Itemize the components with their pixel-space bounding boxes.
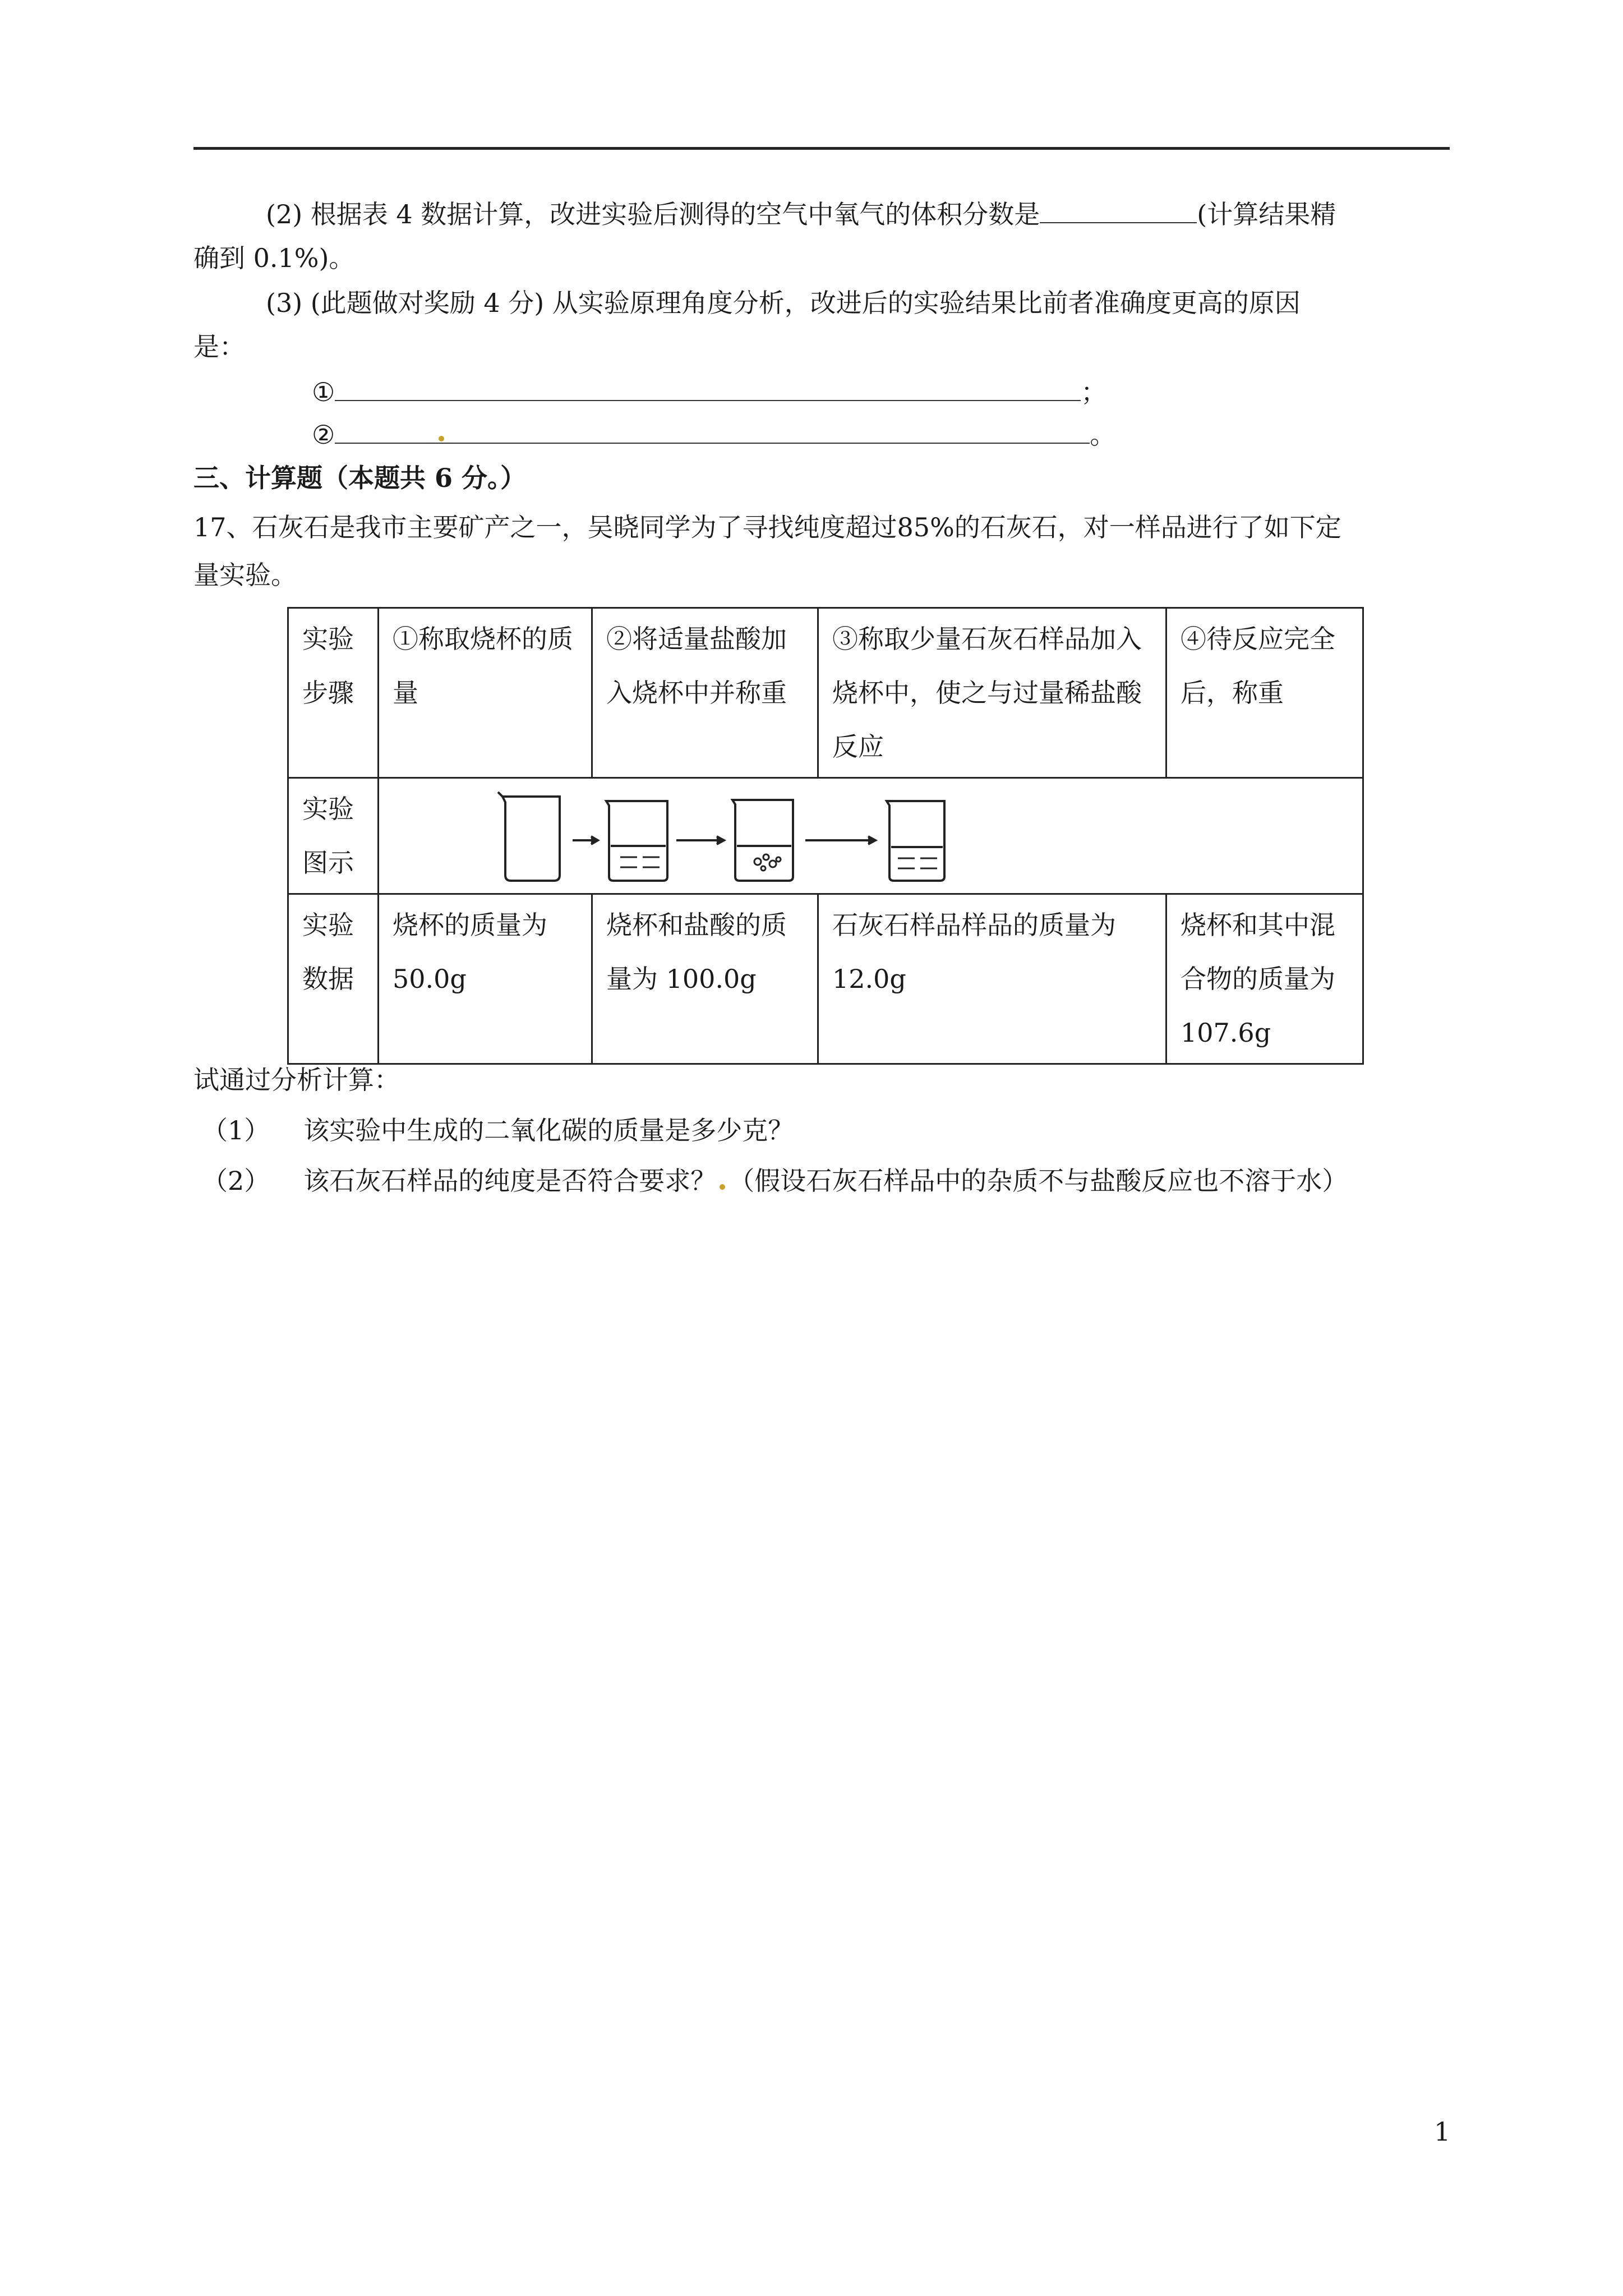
beaker-reaction-icon	[732, 800, 793, 881]
section-heading: 三、计算题（本题共 6 分。）	[193, 463, 527, 493]
q17-sub1: （1） 该实验中生成的二氧化碳的质量是多少克？	[202, 1115, 794, 1145]
figure-cell	[379, 778, 1363, 894]
beaker-final-icon	[887, 801, 944, 881]
mark-dot	[439, 436, 444, 441]
beaker-empty-icon	[498, 792, 560, 881]
table-row-data	[288, 894, 1363, 1064]
q17-sub2: （2） 该石灰石样品的纯度是否符合要求？ （假设石灰石样品中的杂质不与盐酸反应也不溶于水）	[202, 1166, 1348, 1196]
step-4: ④待反应完全后，称重	[1166, 608, 1363, 778]
data-3: 石灰石样品样品的质量为 12.0g	[818, 894, 1166, 1064]
row-header-figure: 实验图示	[288, 778, 379, 894]
data-1: 烧杯的质量为 50.0g	[379, 894, 592, 1064]
q17-intro-line1: 17、石灰石是我市主要矿产之一，吴晓同学为了寻找纯度超过85%的石灰石，对一样品进行了如下定	[193, 512, 1341, 542]
arrow-icon	[573, 836, 598, 844]
row-header-data: 实验数据	[288, 894, 379, 1064]
data-4: 烧杯和其中混合物的质量为 107.6g	[1166, 894, 1363, 1064]
experiment-table	[287, 607, 1364, 1065]
q16-part2-line2: 确到 0.1%)。	[193, 243, 355, 273]
row-header-steps: 实验步骤	[288, 608, 379, 778]
mark-dot	[720, 1184, 725, 1190]
arrow-icon	[676, 836, 724, 844]
answer-blank[interactable]	[335, 378, 1081, 401]
data-2: 烧杯和盐酸的质量为 100.0g	[592, 894, 818, 1064]
beaker-sequence-figure	[379, 779, 1310, 888]
q17-prompt: 试通过分析计算：	[193, 1065, 400, 1095]
answer-blank[interactable]	[1040, 200, 1197, 223]
beaker-acid-icon	[606, 801, 667, 881]
q16-part2-line1: (2) 根据表 4 数据计算，改进实验后测得的空气中氧气的体积分数是 (计算结果精	[266, 199, 1336, 229]
page-number: 1	[1434, 2116, 1451, 2147]
q16-part3-line2: 是：	[193, 332, 245, 362]
arrow-icon	[805, 836, 875, 844]
table-row-steps	[288, 608, 1363, 778]
step-1: ①称取烧杯的质量	[379, 608, 592, 778]
q17-intro-line2: 量实验。	[193, 560, 297, 590]
q16-answer-2: ② 。	[312, 420, 1116, 450]
header-rule	[193, 147, 1450, 150]
q16-part3-line1: (3) (此题做对奖励 4 分) 从实验原理角度分析，改进后的实验结果比前者准确度更高的原因	[266, 288, 1301, 318]
table-row-figure	[288, 778, 1363, 894]
step-3: ③称取少量石灰石样品加入烧杯中，使之与过量稀盐酸反应	[818, 608, 1166, 778]
answer-blank[interactable]	[335, 420, 1090, 444]
q16-answer-1: ① ；	[312, 377, 1107, 407]
step-2: ②将适量盐酸加入烧杯中并称重	[592, 608, 818, 778]
